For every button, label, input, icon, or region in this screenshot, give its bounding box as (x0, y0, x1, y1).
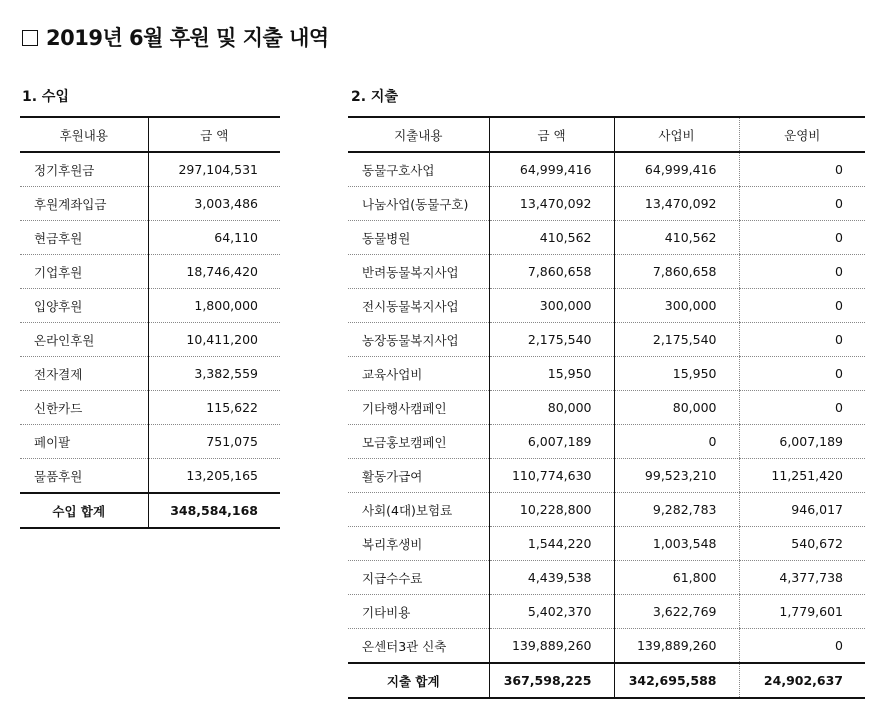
income-row (20, 425, 280, 459)
expense-row-operating: 1,779,601 (739, 595, 865, 629)
expense-row-operating: 0 (739, 323, 865, 357)
income-row-label: 정기후원금 (20, 152, 148, 187)
page-title (22, 22, 329, 52)
expense-row-amount: 410,562 (489, 221, 614, 255)
expense-row-label: 모금홍보캠페인 (348, 425, 489, 459)
income-row-amount: 115,622 (148, 391, 280, 425)
income-row-label: 후원계좌입금 (20, 187, 148, 221)
income-row-label: 기업후원 (20, 255, 148, 289)
income-row (20, 323, 280, 357)
income-row-amount: 3,382,559 (148, 357, 280, 391)
expense-row (348, 595, 865, 629)
expense-row-label: 온센터3관 신축 (362, 638, 447, 654)
income-table (20, 116, 280, 529)
income-row (20, 357, 280, 391)
square-bullet-icon (22, 30, 38, 46)
expense-row (348, 629, 865, 664)
expense-row-amount: 6,007,189 (489, 425, 614, 459)
income-row-label: 페이팔 (20, 425, 148, 459)
expense-row-label: 기타행사캠페인 (348, 391, 489, 425)
income-row-amount: 297,104,531 (148, 152, 280, 187)
income-row (20, 459, 280, 494)
expense-row-operating: 0 (739, 357, 865, 391)
income-row (20, 255, 280, 289)
expense-row-operating: 0 (739, 629, 865, 664)
expense-row-business: 139,889,260 (614, 629, 739, 664)
expense-col-amount: 금 액 (489, 117, 614, 152)
income-row (20, 289, 280, 323)
income-row (20, 391, 280, 425)
expense-row-amount: 13,470,092 (489, 187, 614, 221)
income-row-amount: 64,110 (148, 221, 280, 255)
income-row-amount: 18,746,420 (148, 255, 280, 289)
expense-row (348, 425, 865, 459)
income-row-amount: 3,003,486 (148, 187, 280, 221)
expense-row (348, 459, 865, 493)
expense-row (348, 391, 865, 425)
expense-row-amount: 2,175,540 (489, 323, 614, 357)
expense-row-business: 2,175,540 (614, 323, 739, 357)
expense-row-operating: 0 (739, 391, 865, 425)
expense-row (348, 221, 865, 255)
expense-row (348, 152, 865, 187)
expense-col-content: 지출내용 (348, 117, 489, 152)
expense-row-amount: 110,774,630 (489, 459, 614, 493)
income-total-row (20, 493, 280, 528)
expense-row-operating: 0 (739, 221, 865, 255)
expense-row-operating: 11,251,420 (739, 459, 865, 493)
expense-row-operating: 946,017 (739, 493, 865, 527)
income-row (20, 187, 280, 221)
income-row-label: 온라인후원 (20, 323, 148, 357)
expense-row-business: 1,003,548 (614, 527, 739, 561)
expense-row (348, 323, 865, 357)
expense-row-business: 99,523,210 (614, 459, 739, 493)
page-title-text: 2019년 6월 후원 및 지출 내역 (46, 26, 329, 50)
expense-row-operating: 0 (739, 289, 865, 323)
expense-row-amount: 4,439,538 (489, 561, 614, 595)
income-col-content: 후원내용 (20, 117, 148, 152)
income-row-amount: 13,205,165 (148, 459, 280, 494)
expense-row-business: 80,000 (614, 391, 739, 425)
expense-row-label: 사회(4대)보험료 (348, 493, 489, 527)
expense-row-label: 활동가급여 (348, 459, 489, 493)
expense-header-row (348, 117, 865, 152)
expense-col-business: 사업비 (614, 117, 739, 152)
expense-row-operating: 0 (739, 187, 865, 221)
expense-col-operating: 운영비 (739, 117, 865, 152)
expense-row-label: 기타비용 (348, 595, 489, 629)
expense-row-business: 3,622,769 (614, 595, 739, 629)
expense-row (348, 289, 865, 323)
expense-row-amount: 64,999,416 (489, 152, 614, 187)
expense-row-label: 동물구호사업 (348, 152, 489, 187)
expense-row-label: 농장동물복지사업 (348, 323, 489, 357)
expense-row-label: 나눔사업(동물구호) (348, 187, 489, 221)
expense-row-operating: 6,007,189 (739, 425, 865, 459)
expense-row-operating: 540,672 (739, 527, 865, 561)
expense-row-amount: 300,000 (489, 289, 614, 323)
income-row (20, 221, 280, 255)
expense-row-label: 반려동물복지사업 (348, 255, 489, 289)
income-total-label: 수입 합계 (20, 493, 148, 528)
expense-row-amount: 1,544,220 (489, 527, 614, 561)
expense-row-business: 15,950 (614, 357, 739, 391)
expense-row-amount: 7,860,658 (489, 255, 614, 289)
expense-row (348, 255, 865, 289)
income-row-label: 현금후원 (20, 221, 148, 255)
expense-total-business: 342,695,588 (614, 663, 739, 698)
expense-row-amount: 10,228,800 (489, 493, 614, 527)
expense-row-label: 동물병원 (348, 221, 489, 255)
expense-row (348, 357, 865, 391)
income-row-amount: 10,411,200 (148, 323, 280, 357)
expense-row-label: 복리후생비 (348, 527, 489, 561)
expense-table (348, 116, 865, 699)
income-row-amount: 1,800,000 (148, 289, 280, 323)
income-row-label: 신한카드 (20, 391, 148, 425)
expense-row-amount: 15,950 (489, 357, 614, 391)
expense-row (348, 527, 865, 561)
expense-total-operating: 24,902,637 (739, 663, 865, 698)
expense-row-operating: 0 (739, 152, 865, 187)
expense-total-row (348, 663, 865, 698)
income-row-amount: 751,075 (148, 425, 280, 459)
expense-row (348, 493, 865, 527)
expense-row-business: 13,470,092 (614, 187, 739, 221)
income-header-row (20, 117, 280, 152)
expense-row-business: 64,999,416 (614, 152, 739, 187)
income-row-label: 물품후원 (34, 468, 83, 484)
expense-row-operating: 0 (739, 255, 865, 289)
expense-row-label: 전시동물복지사업 (348, 289, 489, 323)
expense-row-business: 7,860,658 (614, 255, 739, 289)
expense-total-label: 지출 합계 (348, 663, 489, 698)
expense-total-amount: 367,598,225 (489, 663, 614, 698)
income-row-label: 입양후원 (20, 289, 148, 323)
expense-row-label: 지급수수료 (348, 561, 489, 595)
income-row-label: 전자결제 (20, 357, 148, 391)
expense-heading: 2. 지출 (351, 89, 398, 105)
expense-row-business: 61,800 (614, 561, 739, 595)
expense-row-amount: 5,402,370 (489, 595, 614, 629)
income-total-amount: 348,584,168 (148, 493, 280, 528)
expense-row-business: 0 (614, 425, 739, 459)
expense-row-operating: 4,377,738 (739, 561, 865, 595)
income-heading: 1. 수입 (22, 89, 69, 105)
expense-row-business: 300,000 (614, 289, 739, 323)
expense-row-label: 교육사업비 (348, 357, 489, 391)
expense-row (348, 561, 865, 595)
expense-row-amount: 139,889,260 (489, 629, 614, 664)
expense-row-business: 410,562 (614, 221, 739, 255)
income-row (20, 152, 280, 187)
expense-row-amount: 80,000 (489, 391, 614, 425)
income-col-amount: 금 액 (148, 117, 280, 152)
expense-row-business: 9,282,783 (614, 493, 739, 527)
expense-row (348, 187, 865, 221)
